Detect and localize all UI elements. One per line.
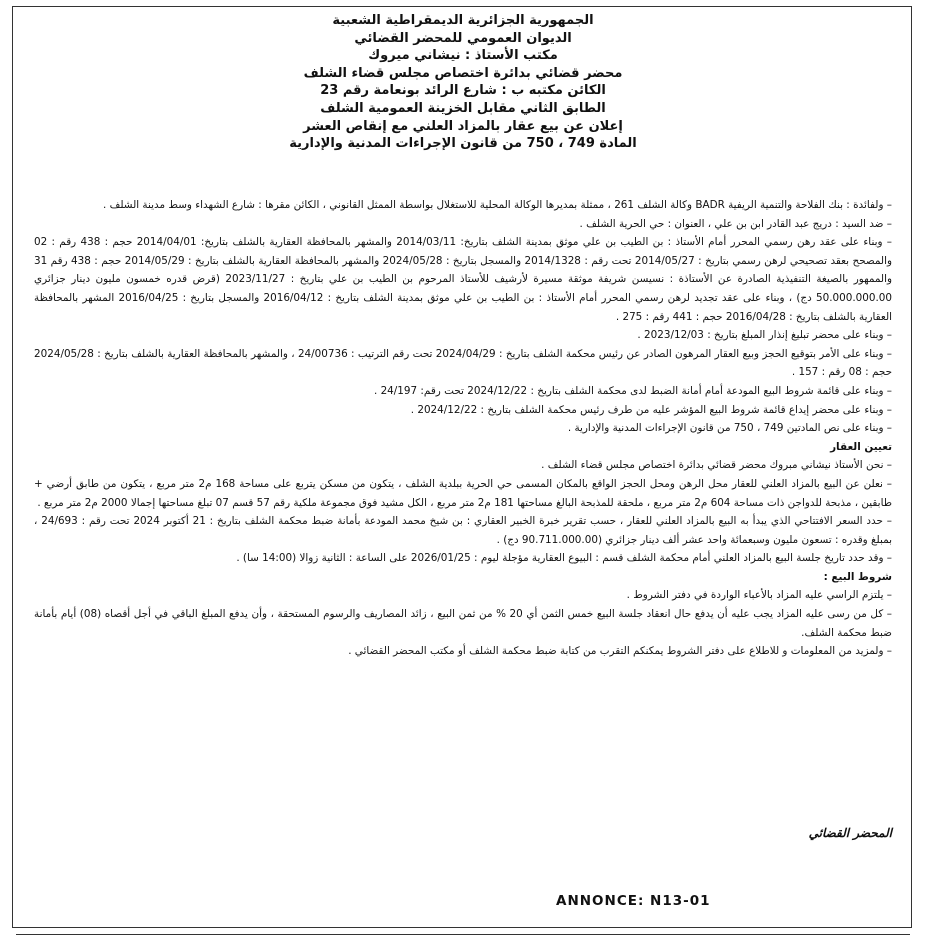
header-line-bailiff: مكتب الأستاذ : نيشاني ميروك <box>368 48 558 64</box>
header-line-floor: الطابق الثاني مقابل الخزينة العمومية الشلف <box>320 100 606 116</box>
document-header <box>0 12 926 153</box>
paragraph-deposit: – وبناء على محضر إيداع قائمة شروط البيع المؤشر عليه من طرف رئيس محكمة الشلف بتاريخ : 2024/12/22 . <box>410 403 892 416</box>
header-line-title: إعلان عن بيع عقار بالمزاد العلني مع إنقاص العشر <box>303 118 623 134</box>
paragraph-info: – ولمزيد من المعلومات و للاطلاع على دفتر الشروط يمكنكم التقرب من كتابة ضبط محكمة الشلف أو مكتب المحضر القضائي . <box>348 645 892 658</box>
document-body <box>34 196 892 661</box>
paragraph-against: – ضد السيد : دريج عبد القادر ابن بن علي ، العنوان : حي الحرية الشلف . <box>579 217 892 230</box>
header-line-articles: المادة 749 ، 750 من قانون الإجراءات المدنية والإدارية <box>289 136 637 152</box>
paragraph-mortgage: – وبناء على عقد رهن رسمي المحرر أمام الأستاذ : بن الطيب بن علي موثق بمدينة الشلف بتاريخ: 2014/03/11 والمشهر بالمحافظة العقارية بالشلف بتاريخ: 2014/04/01 حجم : 438 رقم : 02 والمصحح بعقد تصحيحي لرهن رسمي بتاريخ : 2014/05/27 تحت رقم : 2014/1328 والمسجل بتاريخ : 2024/05/28 والمشهر بالمحافظة العقارية بالشلف بتاريخ : 2014/05/29 حجم : 438 رقم 31 والممهور بالصيغة التنفيذية الصادرة عن الأستاذة : نسيسن شريفة موثقة مسيرة لأرشيف للأستاذ المرحوم بن الطيب بن علي بتاريخ : 2023/11/27 (قرض قدره خمسون مليون دينار جزائري 50.000.000.00 دج) ، وبناء على عقد تجديد لرهن رسمي المحرر أمام الأستاذ : بن الطيب بن علي موثق بمدينة الشلف بتاريخ : 2016/04/12 والمسجل بتاريخ : 2016/04/25 المشهر بالمحافظة العقارية بالشلف بتاريخ : 2016/04/28 حجم : 441 رقم : 275 . <box>34 236 893 323</box>
section-heading-conditions: شروط البيع : <box>823 570 892 583</box>
paragraph-notice: – وبناء على محضر تبليغ إنذار المبلغ بتاريخ : 2023/12/03 . <box>637 329 892 342</box>
paragraph-property: – نعلن عن البيع بالمزاد العلني للعقار محل الرهن ومحل الحجز الواقع بالمكان المسمى حي الحرية ببلدية الشلف ، يتكون من مسكن يتربع على مساحة 168 م2 متر مربع ، يتكون من طابق أرضي + طابقين ، مذبحة للدواجن ذات مساحة 604 م2 متر مربع ، ملحقة للمذبحة البالغ مساحتها 181 م2 متر مربع ، الكل مشيد فوق مجموعة ملكية رقم 57 قسم 07 تبلغ مساحتها إجمالا 2000 م2 متر مربع . <box>34 477 892 509</box>
section-heading-property: تعيين العقار <box>830 440 892 453</box>
paragraph-order: – وبناء على الأمر بتوقيع الحجز وبيع العقار المرهون الصادر عن رئيس محكمة الشلف بتاريخ : 2024/04/29 تحت رقم الترتيب : 24/00736 ، والمشهر بالمحافظة العقارية بالشلف بتاريخ : 2024/05/28 حجم : 08 رقم : 157 . <box>34 347 893 379</box>
paragraph-condition-1: – يلتزم الراسي عليه المزاد بالأعباء الواردة في دفتر الشروط . <box>626 589 892 602</box>
annonce-number: ANNONCE: N13-01 <box>556 893 711 909</box>
signature: المحضر القضائي <box>808 826 892 840</box>
paragraph-bailiff: – نحن الأستاذ نيشاني مبروك محضر قضائي بدائرة اختصاص مجلس قضاء الشلف . <box>541 459 892 472</box>
paragraph-condition-2: – كل من رسى عليه المزاد يجب عليه أن يدفع حال انعقاد جلسة البيع خمس الثمن أي 20 % من ثمن البيع ، زائد المصاريف والرسوم المستحقة ، وأن يدفع المبلغ الباقي في أجل أقصاه (08) أيام بأمانة ضبط محكمة الشلف. <box>34 608 892 639</box>
paragraph-conditions-list: – وبناء على قائمة شروط البيع المودعة أمام أمانة الضبط لدى محكمة الشلف بتاريخ : 2024/12/22 تحت رقم: 24/197 . <box>373 384 892 397</box>
header-line-office: الديوان العمومي للمحضر القضائي <box>354 30 572 46</box>
paragraph-session: – وقد حدد تاريخ جلسة البيع بالمزاد العلني أمام محكمة الشلف قسم : البيوع العقارية مؤجلة ليوم : 2026/01/25 على الساعة : الثانية زوالا (14:00 سا) . <box>236 552 892 565</box>
paragraph-beneficiary: – ولفائدة : بنك الفلاحة والتنمية الريفية BADR وكالة الشلف 261 ، ممثلة بمديرها الوكالة المحلية للاستغلال بواسطة الممثل القانوني ، الكائن مقرها : شارع الشهداء وسط مدينة الشلف . <box>103 199 892 211</box>
paragraph-articles: – وبناء على نص المادتين 749 ، 750 من قانون الإجراءات المدنية والإدارية . <box>567 422 892 435</box>
header-line-republic: الجمهورية الجزائرية الديمقراطية الشعبية <box>332 13 594 28</box>
header-line-address: الكائن مكتبه ب : شارع الرائد بونعامة رقم 23 <box>320 83 606 99</box>
paragraph-price: – حدد السعر الافتتاحي الذي يبدأ به البيع بالمزاد العلني للعقار ، حسب تقرير خبرة الخبير العقاري : بن شيخ محمد المودعة بأمانة ضبط محكمة الشلف بتاريخ : 21 أكتوبر 2024 تحت رقم : 24/693 ، بمبلغ وقدره : تسعون مليون وسبعمائة واحد عشر ألف دينار جزائري (90.711.000.00 دج) . <box>34 515 892 546</box>
header-line-jurisdiction: محضر قضائي بدائرة اختصاص مجلس قضاء الشلف <box>303 65 623 81</box>
